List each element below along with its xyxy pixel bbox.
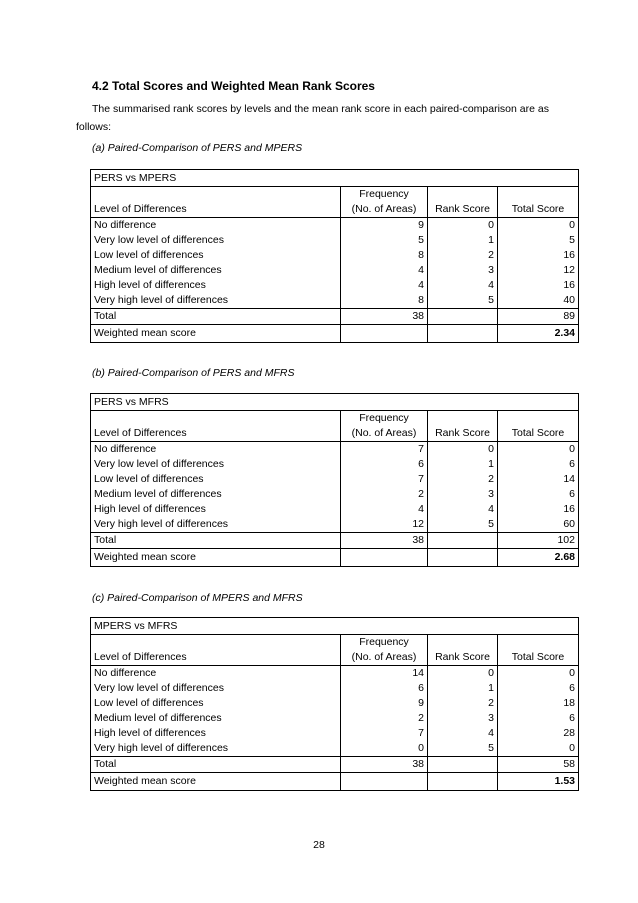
total-cell: 28 (498, 726, 579, 741)
table-title: PERS vs MFRS (91, 394, 341, 411)
freq-cell: 2 (341, 711, 428, 726)
weighted-mean-label: Weighted mean score (91, 325, 341, 343)
total-label: Total (91, 757, 341, 773)
total-cell: 16 (498, 502, 579, 517)
col-header-frequency: Frequency (341, 411, 428, 427)
col-header-total: Total Score (498, 426, 579, 442)
weighted-mean-row (91, 549, 579, 567)
total-cell: 12 (498, 263, 579, 278)
col-header-areas: (No. of Areas) (341, 426, 428, 442)
weighted-mean-value: 1.53 (498, 773, 579, 791)
intro-text-line-1: The summarised rank scores by levels and the mean rank score in each paired-comparison are as (92, 103, 549, 115)
total-cell: 0 (498, 442, 579, 458)
table-title-row (91, 394, 579, 411)
total-row (91, 533, 579, 549)
table-row (91, 442, 579, 458)
header-row (91, 202, 579, 218)
freq-cell: 12 (341, 517, 428, 533)
total-cell: 16 (498, 278, 579, 293)
col-header-rank: Rank Score (428, 426, 498, 442)
page-number: 28 (313, 839, 325, 851)
total-row (91, 757, 579, 773)
total-cell: 6 (498, 457, 579, 472)
rank-cell: 5 (428, 517, 498, 533)
freq-cell: 7 (341, 472, 428, 487)
total-score: 58 (498, 757, 579, 773)
level-cell: Very high level of differences (91, 517, 341, 533)
rank-cell: 4 (428, 502, 498, 517)
rank-cell: 3 (428, 263, 498, 278)
total-cell: 5 (498, 233, 579, 248)
weighted-mean-value: 2.68 (498, 549, 579, 567)
table-row (91, 263, 579, 278)
level-cell: No difference (91, 666, 341, 682)
table-row (91, 487, 579, 502)
header-row (91, 187, 579, 203)
level-cell: Very low level of differences (91, 457, 341, 472)
level-cell: High level of differences (91, 278, 341, 293)
table-caption-a: (a) Paired-Comparison of PERS and MPERS (92, 142, 303, 154)
col-header-frequency: Frequency (341, 635, 428, 651)
header-row (91, 650, 579, 666)
table-row (91, 681, 579, 696)
total-cell: 6 (498, 681, 579, 696)
rank-cell: 2 (428, 248, 498, 263)
total-cell: 40 (498, 293, 579, 309)
total-cell: 0 (498, 666, 579, 682)
rank-cell: 0 (428, 442, 498, 458)
rank-cell: 3 (428, 487, 498, 502)
table-row (91, 741, 579, 757)
level-cell: Very low level of differences (91, 233, 341, 248)
col-header-areas: (No. of Areas) (341, 650, 428, 666)
total-cell: 6 (498, 711, 579, 726)
level-cell: Medium level of differences (91, 711, 341, 726)
table-row (91, 711, 579, 726)
table-row (91, 233, 579, 248)
freq-cell: 8 (341, 248, 428, 263)
level-cell: Very low level of differences (91, 681, 341, 696)
total-cell: 16 (498, 248, 579, 263)
table-row (91, 248, 579, 263)
level-cell: High level of differences (91, 726, 341, 741)
table-title-row (91, 170, 579, 187)
rank-cell: 1 (428, 681, 498, 696)
rank-cell: 2 (428, 472, 498, 487)
table-row (91, 457, 579, 472)
freq-cell: 6 (341, 681, 428, 696)
total-cell: 6 (498, 487, 579, 502)
rank-cell: 2 (428, 696, 498, 711)
score-table-a (90, 169, 579, 343)
score-table-c (90, 617, 579, 791)
freq-cell: 14 (341, 666, 428, 682)
weighted-mean-label: Weighted mean score (91, 549, 341, 567)
rank-cell: 0 (428, 666, 498, 682)
intro-text-line-2: follows: (76, 121, 112, 133)
freq-cell: 4 (341, 278, 428, 293)
score-table-b (90, 393, 579, 567)
table-caption-b: (b) Paired-Comparison of PERS and MFRS (92, 367, 295, 379)
header-row (91, 411, 579, 427)
table-row (91, 517, 579, 533)
col-header-level: Level of Differences (91, 426, 341, 442)
total-freq: 38 (341, 757, 428, 773)
freq-cell: 4 (341, 502, 428, 517)
level-cell: High level of differences (91, 502, 341, 517)
total-label: Total (91, 309, 341, 325)
table-row (91, 293, 579, 309)
level-cell: Low level of differences (91, 248, 341, 263)
freq-cell: 2 (341, 487, 428, 502)
rank-cell: 4 (428, 726, 498, 741)
section-heading: 4.2 Total Scores and Weighted Mean Rank Scores (92, 79, 375, 93)
level-cell: Very high level of differences (91, 741, 341, 757)
table-title: MPERS vs MFRS (91, 618, 341, 635)
header-row (91, 426, 579, 442)
freq-cell: 9 (341, 696, 428, 711)
col-header-rank: Rank Score (428, 650, 498, 666)
weighted-mean-value: 2.34 (498, 325, 579, 343)
col-header-total: Total Score (498, 650, 579, 666)
col-header-frequency: Frequency (341, 187, 428, 203)
total-row (91, 309, 579, 325)
table-row (91, 472, 579, 487)
freq-cell: 5 (341, 233, 428, 248)
table-row (91, 666, 579, 682)
table-title-row (91, 618, 579, 635)
col-header-rank: Rank Score (428, 202, 498, 218)
freq-cell: 4 (341, 263, 428, 278)
table-row (91, 502, 579, 517)
level-cell: Medium level of differences (91, 263, 341, 278)
freq-cell: 0 (341, 741, 428, 757)
col-header-areas: (No. of Areas) (341, 202, 428, 218)
table-title: PERS vs MPERS (91, 170, 341, 187)
freq-cell: 7 (341, 726, 428, 741)
col-header-level: Level of Differences (91, 650, 341, 666)
total-cell: 60 (498, 517, 579, 533)
col-header-total: Total Score (498, 202, 579, 218)
rank-cell: 5 (428, 741, 498, 757)
header-row (91, 635, 579, 651)
table-row (91, 726, 579, 741)
rank-cell: 4 (428, 278, 498, 293)
table-row (91, 218, 579, 234)
weighted-mean-row (91, 773, 579, 791)
total-freq: 38 (341, 533, 428, 549)
freq-cell: 6 (341, 457, 428, 472)
rank-cell: 0 (428, 218, 498, 234)
table-row (91, 696, 579, 711)
weighted-mean-label: Weighted mean score (91, 773, 341, 791)
level-cell: Low level of differences (91, 472, 341, 487)
rank-cell: 1 (428, 233, 498, 248)
level-cell: No difference (91, 442, 341, 458)
level-cell: Low level of differences (91, 696, 341, 711)
total-cell: 0 (498, 741, 579, 757)
col-header-level: Level of Differences (91, 202, 341, 218)
total-cell: 18 (498, 696, 579, 711)
freq-cell: 7 (341, 442, 428, 458)
total-label: Total (91, 533, 341, 549)
table-caption-c: (c) Paired-Comparison of MPERS and MFRS (92, 592, 303, 604)
level-cell: No difference (91, 218, 341, 234)
total-freq: 38 (341, 309, 428, 325)
total-score: 102 (498, 533, 579, 549)
total-score: 89 (498, 309, 579, 325)
rank-cell: 1 (428, 457, 498, 472)
freq-cell: 8 (341, 293, 428, 309)
total-cell: 0 (498, 218, 579, 234)
rank-cell: 3 (428, 711, 498, 726)
rank-cell: 5 (428, 293, 498, 309)
table-row (91, 278, 579, 293)
level-cell: Medium level of differences (91, 487, 341, 502)
total-cell: 14 (498, 472, 579, 487)
level-cell: Very high level of differences (91, 293, 341, 309)
weighted-mean-row (91, 325, 579, 343)
freq-cell: 9 (341, 218, 428, 234)
